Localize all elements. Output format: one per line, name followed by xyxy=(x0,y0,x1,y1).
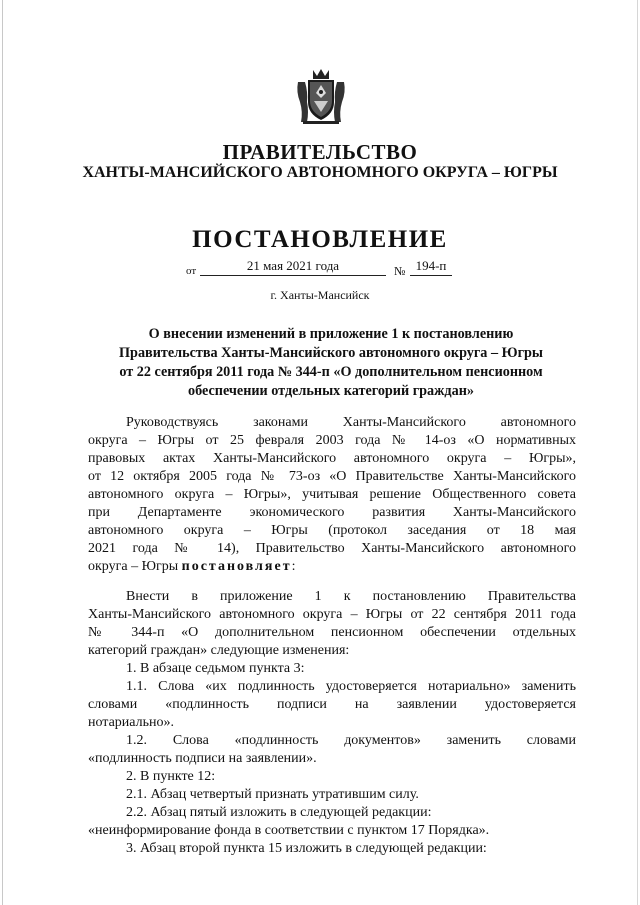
preamble-line: правовых актах Ханты-Мансийского автономного округа – Югры», xyxy=(88,451,576,466)
body-line: 2. В пункте 12: xyxy=(126,769,216,784)
date-prefix: от xyxy=(186,265,197,277)
document-date: 21 мая 2021 года xyxy=(200,258,386,276)
date-number-line xyxy=(186,258,476,280)
body-line: 2.1. Абзац четвертый признать утратившим силу. xyxy=(126,787,419,802)
body-line: № 344-п «О дополнительном пенсионном обеспечении отдельных xyxy=(88,625,576,640)
city: г. Ханты-Мансийск xyxy=(270,288,370,302)
resolves-word: постановляет xyxy=(181,559,292,574)
body-line: словами «подлинность подписи на заявлении удостоверяется xyxy=(88,697,576,712)
document-type: ПОСТАНОВЛЕНИЕ xyxy=(192,226,448,253)
resolution-heading xyxy=(96,325,566,401)
preamble-line: от 12 октября 2005 года № 73-оз «О Правительстве Ханты-Мансийского xyxy=(88,469,576,484)
heading-line: Правительства Ханты-Мансийского автономного округа – Югры xyxy=(119,345,543,361)
heading-line: О внесении изменений в приложение 1 к постановлению xyxy=(148,326,514,342)
preamble-last-line xyxy=(88,558,576,576)
preamble-line: автономного округа – Югры», учитывая решение Общественного совета xyxy=(88,487,576,502)
heading-line: обеспечении отдельных категорий граждан» xyxy=(188,383,474,399)
preamble-line: Руководствуясь законами Ханты-Мансийского автономного xyxy=(126,415,576,430)
preamble-text: округа – Югры xyxy=(88,559,182,574)
preamble-line: округа – Югры от 25 февраля 2003 года № 14-оз «О нормативных xyxy=(88,433,576,448)
body-line: «подлинность подписи на заявлении». xyxy=(88,751,317,766)
body-line: Внести в приложение 1 к постановлению Правительства xyxy=(126,589,576,604)
page-scan-edge-left xyxy=(2,0,3,905)
body-line: 2.2. Абзац пятый изложить в следующей редакции: xyxy=(126,805,432,820)
body-line: Ханты-Мансийского автономного округа – Югры от 22 сентября 2011 года xyxy=(88,607,576,622)
preamble-line: при Департаменте экономического развития Ханты-Мансийского xyxy=(88,505,576,520)
body-line: 1. В абзаце седьмом пункта 3: xyxy=(126,661,305,676)
preamble-line: автономного округа – Югры (протокол заседания от 18 мая xyxy=(88,523,576,538)
number-prefix: № xyxy=(394,264,406,278)
government-title: ПРАВИТЕЛЬСТВО xyxy=(222,140,418,164)
body-line: 3. Абзац второй пункта 15 изложить в следующей редакции: xyxy=(126,841,487,856)
body-line: 1.2. Слова «подлинность документов» заменить словами xyxy=(126,733,576,748)
document-number: 194-п xyxy=(410,258,452,276)
coat-of-arms-emblem xyxy=(295,68,347,126)
region-title: ХАНТЫ-МАНСИЙСКОГО АВТОНОМНОГО ОКРУГА – ЮГРЫ xyxy=(82,164,558,181)
page-scan-edge-right xyxy=(637,0,638,905)
preamble-colon: : xyxy=(291,559,296,574)
body-line: нотариально». xyxy=(88,715,175,730)
body-line: 1.1. Слова «их подлинность удостоверяется нотариально» заменить xyxy=(126,679,576,694)
body-line: «неинформирование фонда в соответствии с пунктом 17 Порядка». xyxy=(88,823,490,838)
body-line: категорий граждан» следующие изменения: xyxy=(88,643,350,658)
preamble-line: 2021 года № 14), Правительство Ханты-Мансийского автономного xyxy=(88,541,576,556)
heading-line: от 22 сентября 2011 года № 344-п «О дополнительном пенсионном xyxy=(119,364,543,380)
